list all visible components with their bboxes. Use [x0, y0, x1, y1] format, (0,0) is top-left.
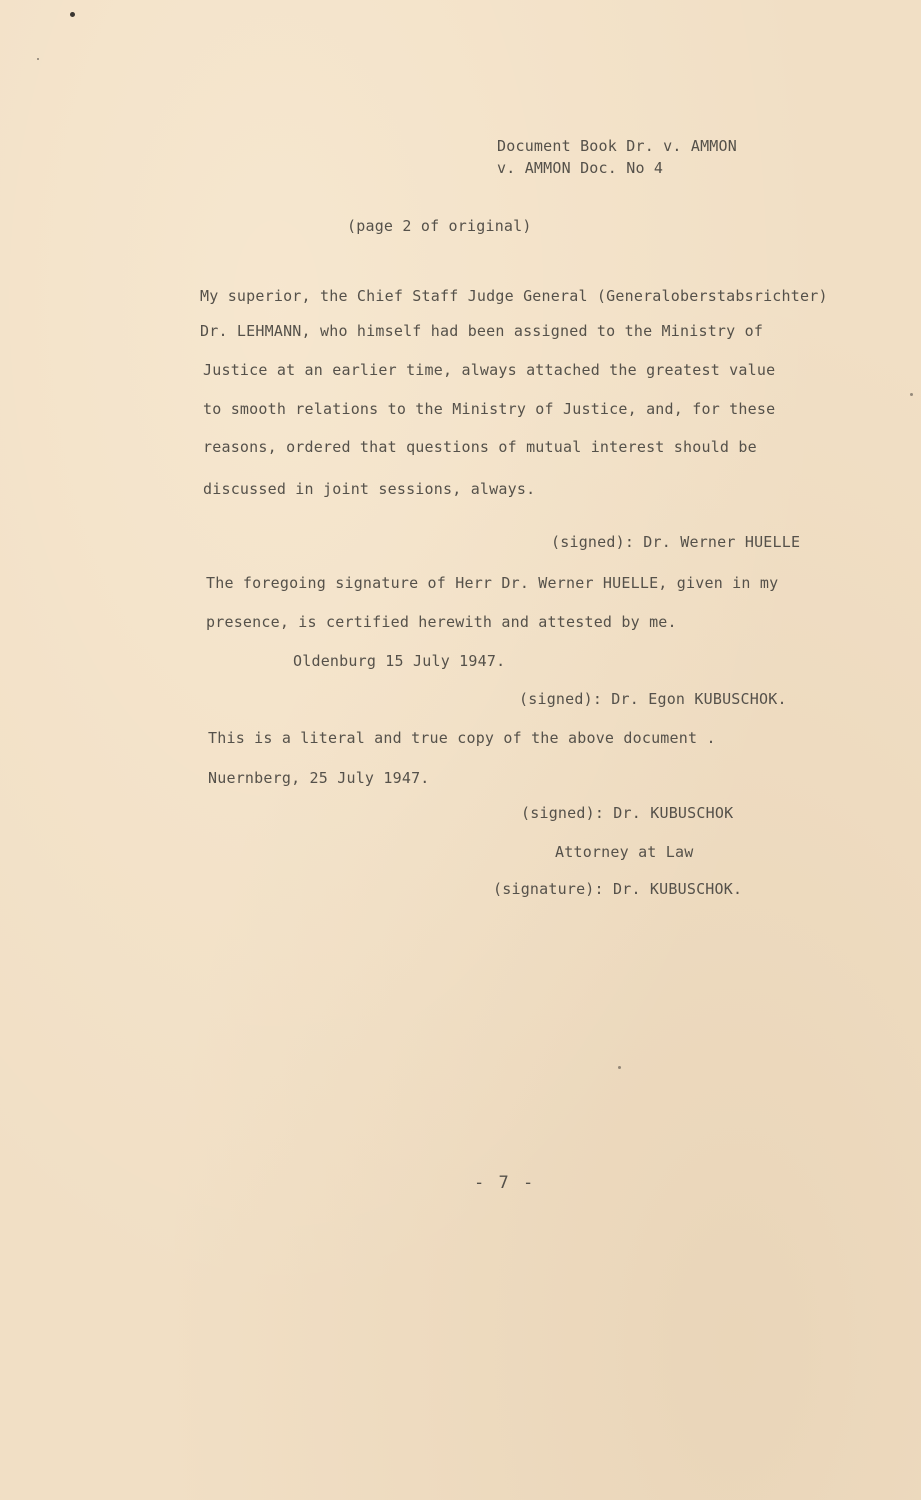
body-line-6: discussed in joint sessions, always.: [203, 480, 536, 498]
ink-speck: [910, 393, 913, 396]
signature-huelle: (signed): Dr. Werner HUELLE: [551, 533, 801, 551]
signature-egon-kubuschok: (signed): Dr. Egon KUBUSCHOK.: [519, 690, 787, 708]
certification-place-date: Oldenburg 15 July 1947.: [293, 652, 506, 670]
copy-place-date: Nuernberg, 25 July 1947.: [208, 769, 430, 787]
body-line-2: Dr. LEHMANN, who himself had been assigned to the Ministry of: [200, 322, 764, 340]
page-number: - 7 -: [474, 1173, 536, 1193]
ink-speck: [618, 1066, 621, 1069]
true-copy-statement: This is a literal and true copy of the above document .: [208, 729, 716, 747]
ink-speck: [37, 58, 39, 60]
signature-kubuschok-2: (signature): Dr. KUBUSCHOK.: [493, 880, 743, 898]
body-line-1: My superior, the Chief Staff Judge General (Generaloberstabsrichter): [200, 287, 828, 305]
document-number-line: v. AMMON Doc. No 4: [497, 159, 664, 177]
signature-kubuschok: (signed): Dr. KUBUSCHOK: [521, 804, 734, 822]
certification-line-2: presence, is certified herewith and attested by me.: [206, 613, 677, 631]
body-line-3: Justice at an earlier time, always attached the greatest value: [203, 361, 776, 379]
page-of-original-note: (page 2 of original): [347, 217, 532, 235]
body-line-4: to smooth relations to the Ministry of Justice, and, for these: [203, 400, 776, 418]
certification-line-1: The foregoing signature of Herr Dr. Werner HUELLE, given in my: [206, 574, 779, 592]
body-line-5: reasons, ordered that questions of mutual interest should be: [203, 438, 757, 456]
ink-speck: [70, 12, 75, 17]
document-book-line: Document Book Dr. v. AMMON: [497, 137, 737, 155]
attorney-title: Attorney at Law: [555, 843, 694, 861]
